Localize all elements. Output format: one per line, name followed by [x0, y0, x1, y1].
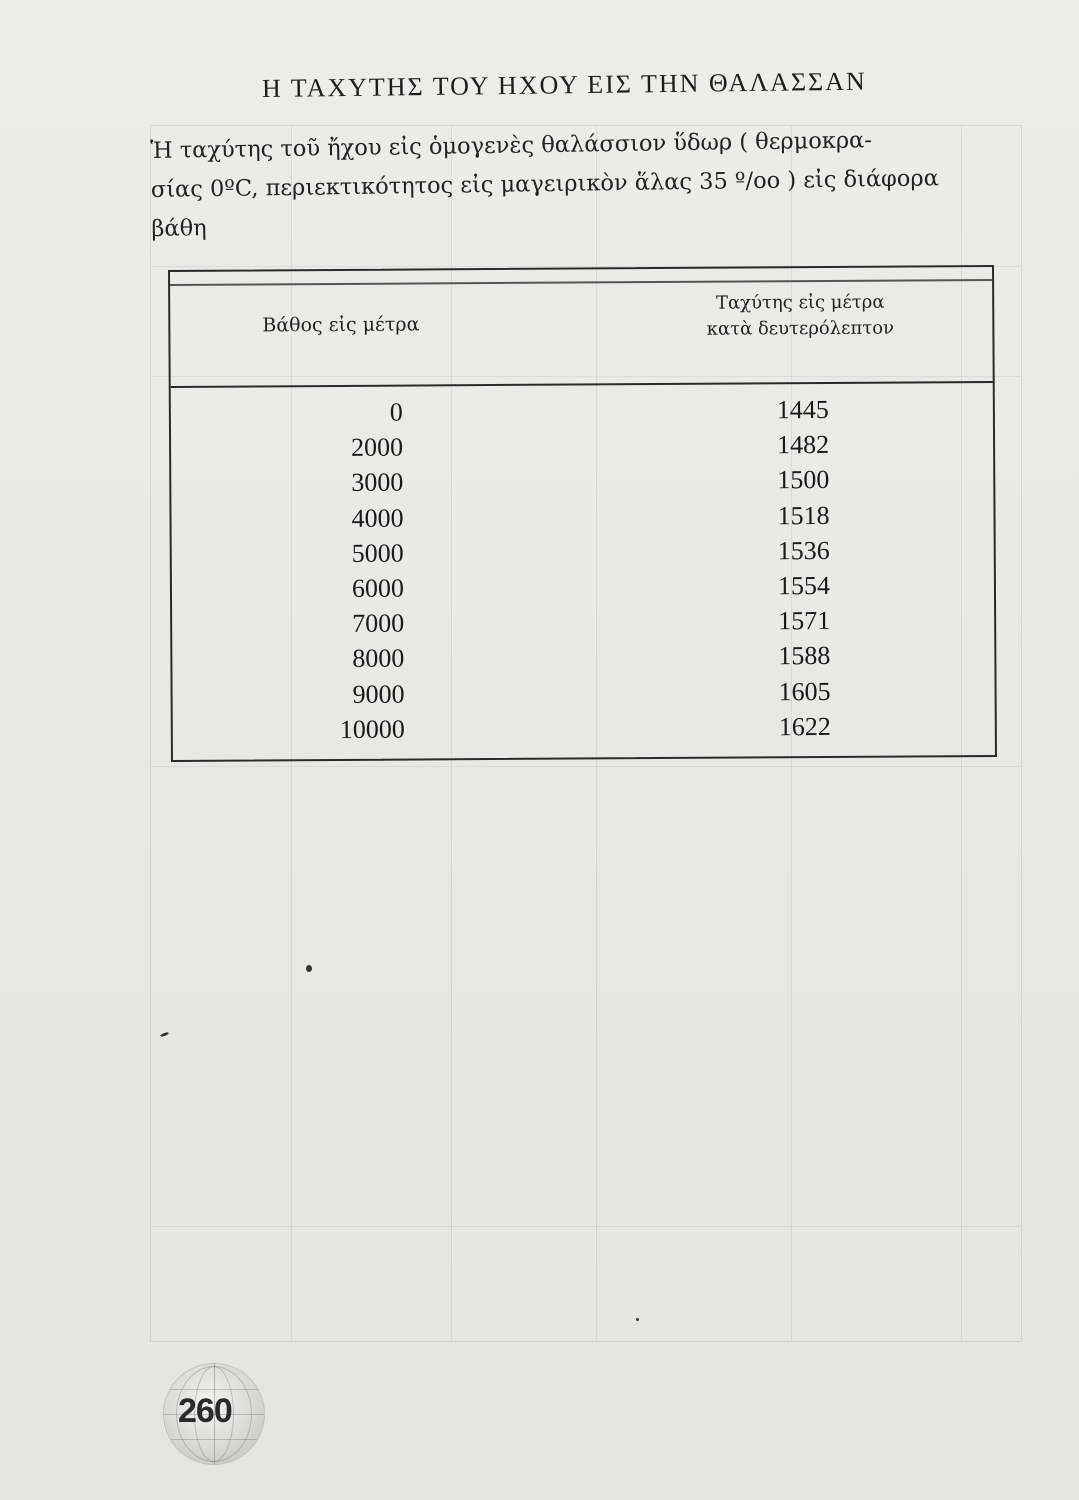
- depth-column: [291, 395, 405, 748]
- depth-cell: 5000: [351, 538, 404, 568]
- depth-cell: 9000: [352, 679, 405, 709]
- depth-cell: 2000: [350, 432, 404, 463]
- page-heading: Η ΤΑΧΥΤΗΣ ΤΟΥ ΗΧΟΥ ΕΙΣ ΤΗΝ ΘΑΛΑΣΣΑΝ: [261, 66, 867, 103]
- depth-cell: 8000: [352, 643, 405, 674]
- speed-cell: 1500: [777, 465, 830, 495]
- speed-cell: 1445: [776, 394, 829, 425]
- speed-cell: 1536: [777, 535, 830, 566]
- page-number: 260: [178, 1392, 232, 1430]
- depth-cell: 6000: [351, 573, 405, 603]
- speed-cell: 1554: [777, 570, 831, 601]
- print-speck: [306, 965, 312, 972]
- speed-cell: 1588: [778, 641, 831, 671]
- caption-line-3: βάθη: [151, 215, 207, 242]
- depth-cell: 4000: [351, 503, 404, 533]
- depth-cell: 10000: [339, 714, 405, 744]
- speed-column: [739, 392, 831, 744]
- depth-cell: 0: [389, 397, 403, 427]
- table-header: [170, 267, 993, 388]
- print-speck: [636, 1318, 639, 1321]
- speed-cell: 1622: [778, 711, 831, 741]
- depth-cell: 7000: [352, 608, 405, 639]
- caption-line-1: Ἡ ταχύτης τοῦ ἤχου εἰς ὁμογενὲς θαλάσσιον ὕδωρ ( θερμοκρα-: [150, 127, 873, 164]
- speed-cell: 1482: [776, 430, 830, 460]
- speed-cell: 1571: [778, 606, 831, 636]
- speed-cell: 1605: [778, 676, 831, 706]
- header-speed-line-2: κατὰ δευτερόλεπτον: [706, 317, 895, 340]
- depth-cell: 3000: [351, 467, 404, 498]
- table-caption: [150, 119, 1002, 249]
- header-speed-line-1: Ταχύτης εἰς μέτρα: [715, 291, 885, 314]
- sound-speed-table: [168, 265, 997, 762]
- speed-cell: 1518: [777, 500, 830, 530]
- header-depth: Βάθος εἰς μέτρα: [262, 313, 420, 337]
- caption-line-2: σίας 0ºC, περιεκτικότητος εἰς μαγειρικὸν ἅλας 35 º/oo ) εἰς διάφορα: [150, 165, 939, 203]
- header-speed: [690, 289, 910, 342]
